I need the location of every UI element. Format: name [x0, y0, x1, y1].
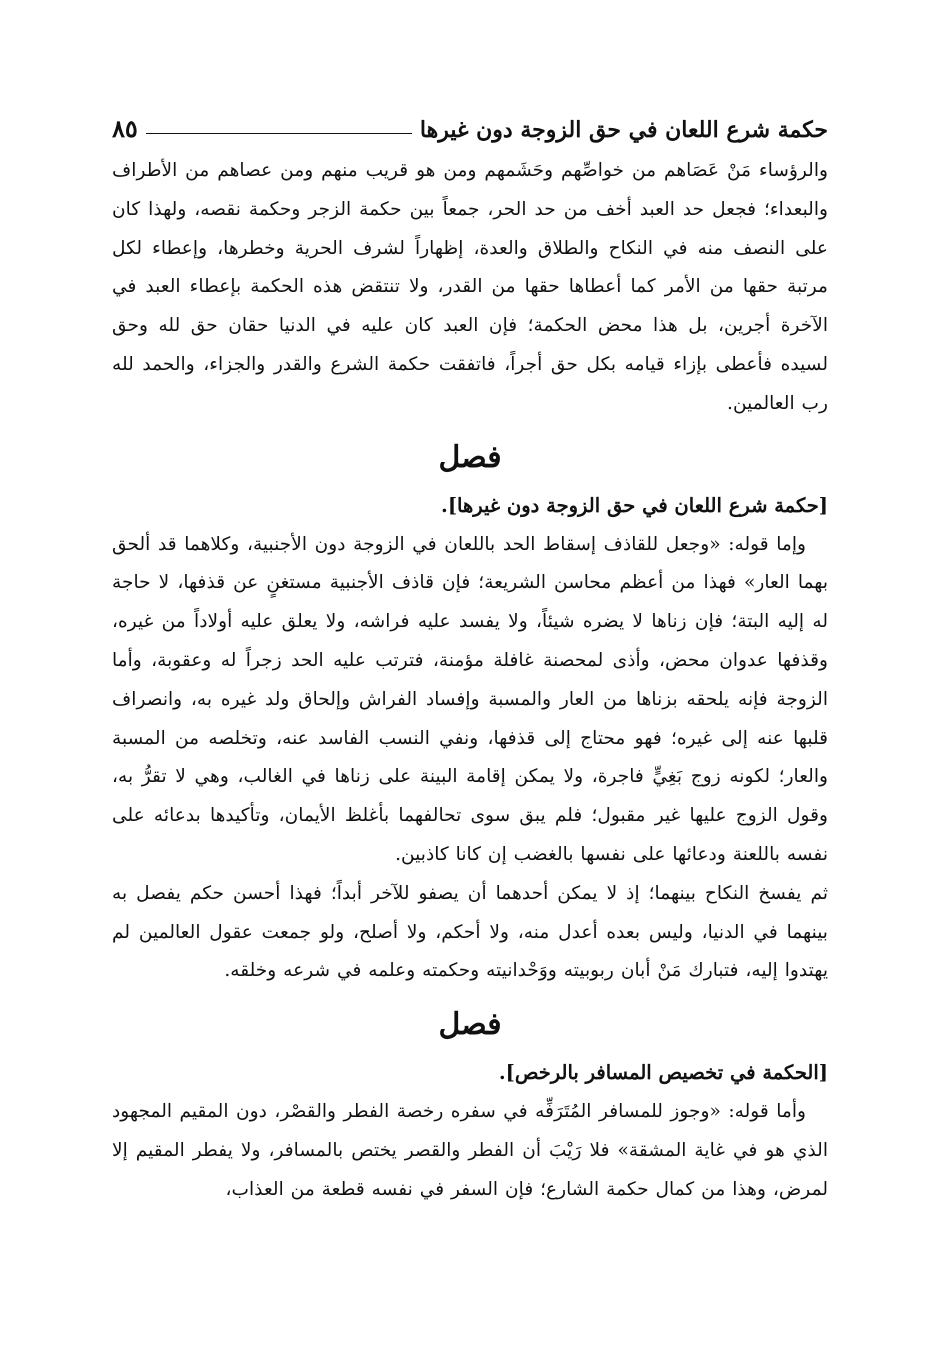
- running-title: حكمة شرع اللعان في حق الزوجة دون غيرها: [419, 117, 828, 143]
- paragraph: وإما قوله: «وجعل للقاذف إسقاط الحد باللعان في الزوجة دون الأجنبية، وكلاهما قد ألحق بهما العار» فهذا من أعظم محاسن الشريعة؛ فإن قاذف الأجنبية مستغنٍ عن قذفها، لا حاجة له إليه البتة؛ فإن زناها لا يضره شيئاً، ولا يفسد عليه فراشه، ولا يعلق عليه أولاداً من غيره، وقذفها عدوان محض، وأذى لمحصنة غافلة مؤمنة، فترتب عليه الحد زجراً له وعقوبة، وأما الزوجة فإنه يلحقه بزناها من العار والمسبة وإفساد الفراش وإلحاق ولد غيره به، وانصراف قلبها عنه إلى غيره؛ فهو محتاج إلى قذفها، ونفي النسب الفاسد عنه، وتخلصه من المسبة والعار؛ لكونه زوج بَغِيٍّ فاجرة، ولا يمكن إقامة البينة على زناها في الغالب، وهي لا تقرُّ به، وقول الزوج عليها غير مقبول؛ فلم يبق سوى تحالفهما بأغلظ الأيمان، وتأكيدها بدعائه على نفسه باللعنة ودعائها على نفسها بالغضب إن كانا كاذبين.: [112, 533, 828, 865]
- section-divider-fasl: فصل: [438, 1007, 502, 1043]
- section-heading: [حكمة شرع اللعان في حق الزوجة دون غيرها].: [441, 493, 828, 517]
- section-divider-fasl: فصل: [438, 439, 502, 475]
- paragraph: والرؤساء مَنْ عَصَاهم من خواصِّهم وحَشَمهم ومن هو قريب منهم ومن عصاهم من الأطراف والبعداء؛ فجعل حد العبد أخف من حد الحر، جمعاً بين حكمة الزجر وحكمة نقصه، ولهذا كان على النصف منه في النكاح والطلاق والعدة، إظهاراً لشرف الحرية وخطرها، وإعطاء لكل مرتبة حقها من الأمر كما أعطاها حقها من القدر، ولا تنتقض هذه الحكمة بإعطاء العبد في الآخرة أجرين، بل هذا محض الحكمة؛ فإن العبد كان عليه في الدنيا حقان حق لله وحق لسيده فأعطى بإزاء قيامه بكل حق أجراً، فاتفقت حكمة الشرع والقدر والجزاء، والحمد لله رب العالمين.: [112, 160, 828, 414]
- body-text: [112, 152, 828, 1210]
- paragraph: وأما قوله: «وجوز للمسافر المُتَرَفِّه في سفره رخصة الفطر والقصْر، دون المقيم المجهود الذي هو في غاية المشقة» فلا رَيْبَ أن الفطر والقصر يختص بالمسافر، ولا يفطر المقيم إلا لمرض، وهذا من كمال حكمة الشارع؛ فإن السفر في نفسه قطعة من العذاب،: [112, 1101, 828, 1200]
- section-heading: [الحكمة في تخصيص المسافر بالرخص].: [498, 1061, 828, 1085]
- running-header: [112, 103, 828, 143]
- paragraph: ثم يفسخ النكاح بينهما؛ إذ لا يمكن أحدهما أن يصفو للآخر أبداً؛ فهذا أحسن حكم يفصل به بينهما في الدنيا، وليس بعده أعدل منه، ولا أحكم، ولا أصلح، ولو جمعت عقول العالمين لم يهتدوا إليه، فتبارك مَنْ أبان ربوبيته ووَحْدانيته وحكمته وعلمه في شرعه وخلقه.: [112, 882, 828, 982]
- header-rule: [146, 133, 412, 134]
- page-number: ٨٥: [112, 114, 138, 143]
- book-page: [112, 0, 828, 1361]
